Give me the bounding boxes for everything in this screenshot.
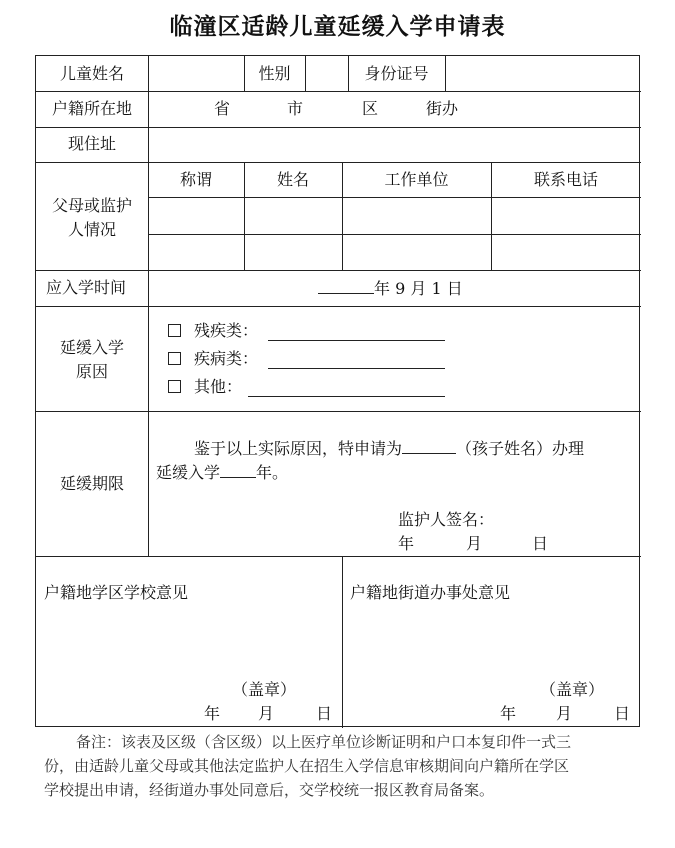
row-divider [148, 197, 641, 198]
parents-label-line: 人情况 [67, 220, 116, 239]
statement-text: 鉴于以上实际原因，特申请为 [194, 439, 403, 458]
deferral-period-label: 延缓期限 [59, 474, 124, 493]
other-blank-line [248, 396, 445, 397]
header-name: 姓名 [276, 170, 309, 189]
col-divider [305, 56, 306, 91]
child-name-label: 儿童姓名 [59, 64, 124, 83]
disability-blank-line [268, 340, 445, 341]
header-workplace: 工作单位 [384, 170, 449, 189]
disability-option-label: 残疾类： [194, 321, 259, 340]
illness-checkbox[interactable] [168, 352, 181, 365]
row-divider [148, 234, 641, 235]
parents-label [36, 194, 148, 242]
province-label: 省 [214, 99, 231, 118]
school-date-day: 日 [316, 704, 333, 723]
enroll-time-label: 应入学时间 [46, 278, 127, 297]
other-option-label: 其他： [194, 377, 243, 396]
row-divider [36, 306, 641, 307]
col-divider [445, 56, 446, 91]
statement-text: 延缓入学 [156, 463, 221, 482]
footnote-line: 学校提出申请，经街道办事处同意后，交学校统一报区教育局备案。 [44, 781, 495, 799]
child-name-blank[interactable] [402, 438, 456, 454]
reason-label-line: 原因 [75, 362, 108, 381]
period-statement-line1 [194, 438, 584, 459]
illness-option-label: 疾病类： [194, 349, 259, 368]
household-registration-label: 户籍所在地 [51, 99, 132, 118]
row-divider [36, 162, 641, 163]
row-divider [36, 91, 641, 92]
statement-text: （孩子姓名）办理 [456, 439, 585, 458]
guardian-signature-label: 监护人签名： [398, 510, 495, 529]
disability-checkbox[interactable] [168, 324, 181, 337]
current-address-label: 现住址 [67, 134, 116, 153]
header-relation: 称谓 [179, 170, 212, 189]
city-label: 市 [287, 99, 304, 118]
school-date-month: 月 [258, 704, 275, 723]
col-divider [148, 56, 149, 556]
school-seal: （盖章） [232, 680, 297, 699]
footnote-line: 份，由适龄儿童父母或其他法定监护人在招生入学信息审核期间向户籍所在学区 [44, 757, 570, 775]
application-form-table [35, 55, 640, 727]
district-label: 区 [362, 99, 379, 118]
row-divider [36, 556, 641, 557]
illness-blank-line [268, 368, 445, 369]
form-title: 临潼区适龄儿童延缓入学申请表 [169, 14, 506, 40]
other-checkbox[interactable] [168, 380, 181, 393]
sign-day: 日 [532, 534, 549, 553]
office-opinion-label: 户籍地街道办事处意见 [350, 583, 511, 602]
row-divider [36, 411, 641, 412]
enroll-date-text: 年 9 月 1 日 [374, 279, 463, 298]
enroll-date [318, 278, 463, 299]
header-phone: 联系电话 [533, 170, 598, 189]
office-date-year: 年 [500, 704, 517, 723]
street-office-label: 街办 [426, 99, 459, 118]
school-opinion-label: 户籍地学区学校意见 [44, 583, 189, 602]
reason-label [36, 336, 148, 384]
period-statement-line2 [156, 462, 288, 483]
office-seal: （盖章） [540, 680, 605, 699]
row-divider [36, 127, 641, 128]
id-number-label: 身份证号 [364, 64, 429, 83]
sign-month: 月 [466, 534, 483, 553]
footnote-line: 备注：该表及区级（含区级）以上医疗单位诊断证明和户口本复印件一式三 [76, 733, 572, 751]
reason-label-line: 延缓入学 [59, 338, 124, 357]
gender-label: 性别 [258, 64, 291, 83]
parents-label-line: 父母或监护 [51, 196, 132, 215]
statement-text: 年。 [256, 463, 289, 482]
school-date-year: 年 [204, 704, 221, 723]
office-date-month: 月 [556, 704, 573, 723]
row-divider [36, 270, 641, 271]
office-date-day: 日 [614, 704, 631, 723]
years-blank[interactable] [220, 462, 256, 478]
sign-year: 年 [398, 534, 415, 553]
col-divider [342, 556, 343, 728]
enroll-year-blank[interactable] [318, 278, 374, 294]
footnote [44, 730, 604, 802]
